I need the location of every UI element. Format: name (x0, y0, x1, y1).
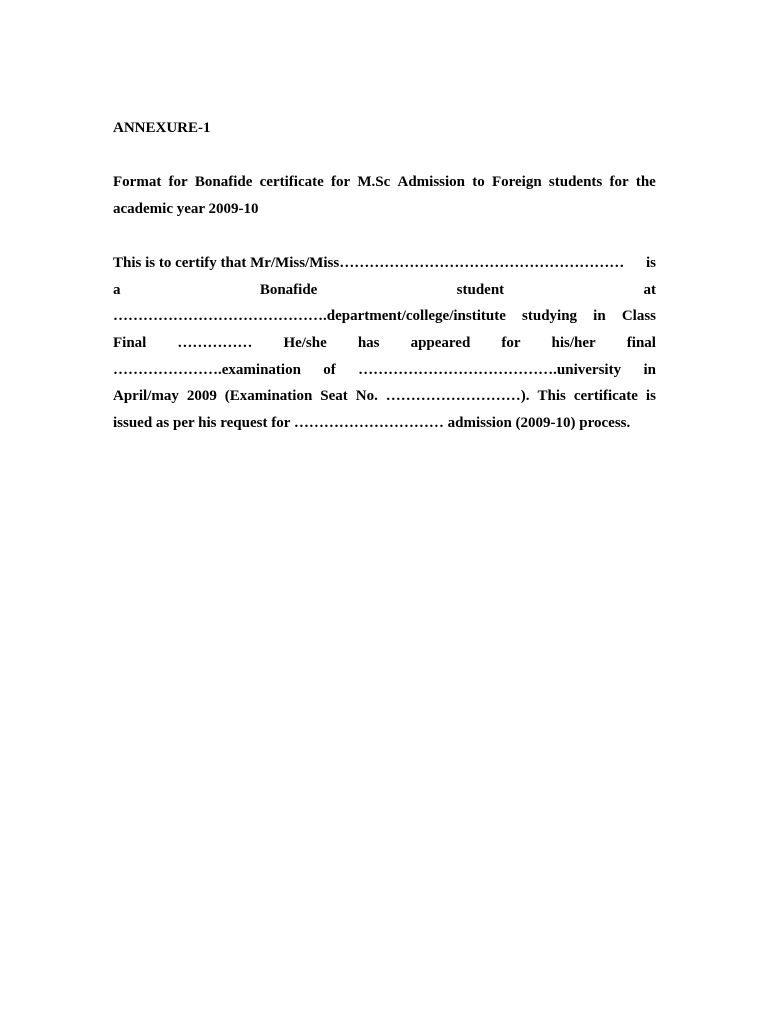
body-line-3 (113, 303, 656, 330)
body-text: for (501, 335, 521, 352)
body-text: has (357, 335, 380, 352)
title-word: Format (113, 174, 162, 190)
body-text: This (537, 388, 566, 405)
body-text: is (645, 255, 656, 271)
body-text: (Examination (224, 388, 313, 405)
title-word: for (168, 174, 188, 190)
body-text: Final (113, 335, 147, 352)
body-line-6 (113, 383, 656, 410)
body-text: April/may (113, 388, 179, 405)
body-text: at (643, 281, 656, 298)
body-text: in (643, 361, 656, 378)
body-text: his/her (551, 335, 596, 352)
annexure-heading: ANNEXURE-1 (113, 120, 211, 136)
body-text: appeared (410, 335, 471, 352)
body-line-5 (113, 357, 656, 384)
certificate-body (113, 250, 656, 437)
title-word: for (609, 174, 629, 190)
title-word: Admission (397, 174, 466, 190)
body-text: is (645, 388, 656, 405)
title-word: the (635, 174, 656, 190)
body-text: ………………….examination (113, 361, 301, 378)
title-word: students (548, 174, 603, 190)
body-line-4 (113, 330, 656, 357)
body-line-1 (113, 250, 656, 277)
body-text: This is to certify that Mr/Miss/Miss………………………………………………… (113, 255, 625, 271)
body-text: ………………………………….university (358, 361, 622, 378)
body-text: of (323, 361, 336, 378)
body-text: …………… (177, 335, 253, 352)
body-text: student (456, 281, 505, 298)
body-line-2 (113, 277, 656, 304)
body-text: 2009 (186, 388, 217, 405)
body-text: No. (355, 388, 378, 405)
body-text: a (113, 281, 121, 298)
body-text: Bonafide (259, 281, 318, 298)
title-word: M.Sc (357, 174, 391, 190)
body-text: Seat (320, 388, 348, 405)
title-word: to (472, 174, 485, 190)
title-line-2: academic year 2009-10 (113, 200, 259, 217)
title-word: certificate (259, 174, 324, 190)
title-word: Foreign (491, 174, 542, 190)
title-word: Bonafide (194, 174, 253, 190)
body-text: certificate (573, 388, 638, 405)
body-line-7: issued as per his request for ………………………… admission (2009-10) process. (113, 415, 631, 432)
body-text: studying (522, 308, 578, 325)
certificate-title (113, 169, 656, 222)
body-text: …………………………………….department/college/institute (113, 308, 506, 325)
body-text: in (593, 308, 606, 325)
title-word: for (330, 174, 351, 190)
body-text: Class (621, 308, 656, 325)
body-text: ………………………). (385, 388, 530, 405)
title-line-1 (113, 169, 656, 196)
body-text: final (626, 335, 656, 352)
body-text: He/she (283, 335, 327, 352)
